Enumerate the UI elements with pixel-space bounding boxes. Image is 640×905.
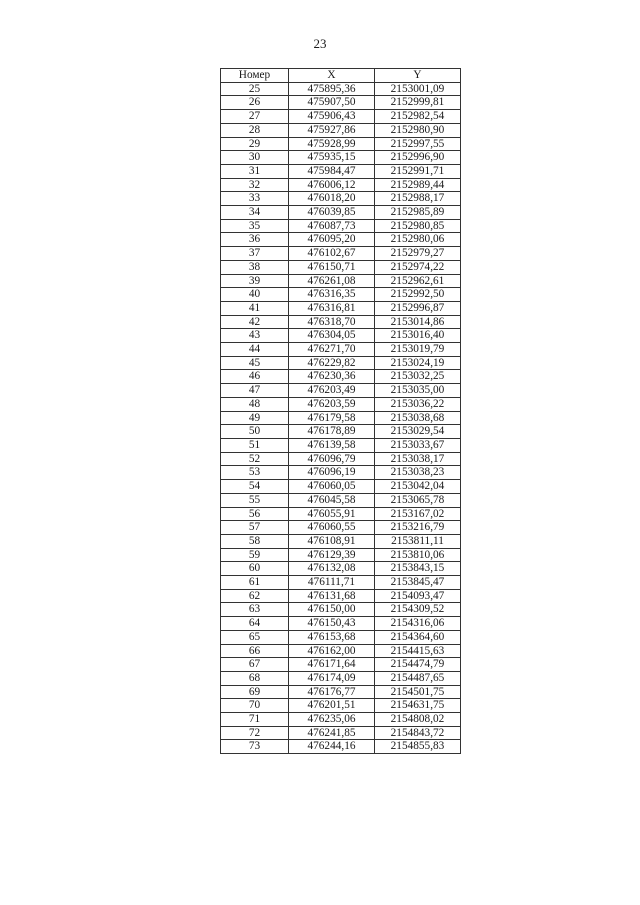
cell-x: 476316,81	[289, 301, 375, 315]
cell-x: 476150,00	[289, 603, 375, 617]
table-row	[221, 562, 461, 576]
cell-x: 476244,16	[289, 740, 375, 754]
cell-number: 38	[221, 260, 289, 274]
table-row	[221, 301, 461, 315]
cell-x: 476102,67	[289, 247, 375, 261]
cell-y: 2153845,47	[375, 576, 461, 590]
cell-x: 476318,70	[289, 315, 375, 329]
table-row	[221, 603, 461, 617]
table-row	[221, 507, 461, 521]
cell-x: 476150,43	[289, 617, 375, 631]
cell-y: 2152979,27	[375, 247, 461, 261]
cell-y: 2153035,00	[375, 384, 461, 398]
cell-y: 2153843,15	[375, 562, 461, 576]
table-row	[221, 397, 461, 411]
table-row	[221, 206, 461, 220]
cell-y: 2152989,44	[375, 178, 461, 192]
table-row	[221, 617, 461, 631]
cell-y: 2153167,02	[375, 507, 461, 521]
cell-number: 47	[221, 384, 289, 398]
cell-y: 2153001,09	[375, 82, 461, 96]
table-row	[221, 260, 461, 274]
cell-x: 476201,51	[289, 699, 375, 713]
table-row	[221, 438, 461, 452]
cell-x: 476150,71	[289, 260, 375, 274]
table-row	[221, 644, 461, 658]
cell-x: 476261,08	[289, 274, 375, 288]
table-row	[221, 480, 461, 494]
cell-number: 34	[221, 206, 289, 220]
cell-y: 2153033,67	[375, 438, 461, 452]
table-row	[221, 740, 461, 754]
cell-y: 2152980,90	[375, 123, 461, 137]
cell-number: 54	[221, 480, 289, 494]
table-row	[221, 411, 461, 425]
page-number: 23	[313, 36, 327, 51]
cell-number: 70	[221, 699, 289, 713]
cell-number: 59	[221, 548, 289, 562]
table-row	[221, 370, 461, 384]
coordinates-table	[220, 68, 461, 754]
cell-y: 2152991,71	[375, 164, 461, 178]
cell-y: 2152985,89	[375, 206, 461, 220]
cell-x: 476132,08	[289, 562, 375, 576]
cell-y: 2152992,50	[375, 288, 461, 302]
cell-y: 2153014,86	[375, 315, 461, 329]
cell-y: 2152996,90	[375, 151, 461, 165]
table-row	[221, 288, 461, 302]
table-row	[221, 452, 461, 466]
cell-number: 62	[221, 589, 289, 603]
cell-y: 2154364,60	[375, 630, 461, 644]
cell-y: 2153016,40	[375, 329, 461, 343]
cell-number: 73	[221, 740, 289, 754]
cell-number: 61	[221, 576, 289, 590]
cell-x: 476018,20	[289, 192, 375, 206]
cell-x: 476230,36	[289, 370, 375, 384]
cell-number: 43	[221, 329, 289, 343]
table-row	[221, 521, 461, 535]
cell-y: 2153811,11	[375, 534, 461, 548]
cell-number: 49	[221, 411, 289, 425]
cell-x: 476131,68	[289, 589, 375, 603]
table-row	[221, 343, 461, 357]
cell-number: 67	[221, 658, 289, 672]
cell-x: 476039,85	[289, 206, 375, 220]
cell-number: 40	[221, 288, 289, 302]
cell-x: 476087,73	[289, 219, 375, 233]
cell-x: 476096,19	[289, 466, 375, 480]
cell-y: 2153810,06	[375, 548, 461, 562]
table-row	[221, 123, 461, 137]
table-row	[221, 425, 461, 439]
cell-y: 2154474,79	[375, 658, 461, 672]
cell-y: 2154631,75	[375, 699, 461, 713]
table-row	[221, 151, 461, 165]
cell-y: 2154316,06	[375, 617, 461, 631]
cell-y: 2154808,02	[375, 713, 461, 727]
cell-y: 2154309,52	[375, 603, 461, 617]
cell-x: 476179,58	[289, 411, 375, 425]
cell-x: 476108,91	[289, 534, 375, 548]
table-row	[221, 192, 461, 206]
cell-number: 58	[221, 534, 289, 548]
cell-number: 32	[221, 178, 289, 192]
table-row	[221, 82, 461, 96]
cell-x: 476271,70	[289, 343, 375, 357]
cell-x: 476235,06	[289, 713, 375, 727]
table-row	[221, 548, 461, 562]
cell-x: 476006,12	[289, 178, 375, 192]
cell-x: 475895,36	[289, 82, 375, 96]
header-y: Y	[375, 69, 461, 83]
cell-x: 476171,64	[289, 658, 375, 672]
cell-number: 52	[221, 452, 289, 466]
cell-y: 2152980,85	[375, 219, 461, 233]
cell-y: 2154415,63	[375, 644, 461, 658]
cell-x: 476055,91	[289, 507, 375, 521]
cell-number: 50	[221, 425, 289, 439]
cell-number: 56	[221, 507, 289, 521]
cell-number: 66	[221, 644, 289, 658]
cell-number: 33	[221, 192, 289, 206]
cell-y: 2152988,17	[375, 192, 461, 206]
cell-number: 39	[221, 274, 289, 288]
table-row	[221, 137, 461, 151]
cell-x: 476241,85	[289, 726, 375, 740]
cell-number: 65	[221, 630, 289, 644]
cell-number: 30	[221, 151, 289, 165]
cell-number: 29	[221, 137, 289, 151]
cell-x: 476045,58	[289, 493, 375, 507]
cell-x: 476304,05	[289, 329, 375, 343]
cell-x: 476129,39	[289, 548, 375, 562]
cell-x: 476162,00	[289, 644, 375, 658]
cell-number: 53	[221, 466, 289, 480]
table-row	[221, 247, 461, 261]
cell-y: 2153019,79	[375, 343, 461, 357]
table-row	[221, 178, 461, 192]
table-row	[221, 726, 461, 740]
cell-y: 2153042,04	[375, 480, 461, 494]
cell-number: 25	[221, 82, 289, 96]
cell-y: 2152996,87	[375, 301, 461, 315]
cell-y: 2152974,22	[375, 260, 461, 274]
cell-y: 2152997,55	[375, 137, 461, 151]
table-row	[221, 219, 461, 233]
cell-y: 2153216,79	[375, 521, 461, 535]
table-row	[221, 576, 461, 590]
cell-y: 2153038,68	[375, 411, 461, 425]
table-row	[221, 110, 461, 124]
cell-x: 475984,47	[289, 164, 375, 178]
cell-x: 476060,55	[289, 521, 375, 535]
table-row	[221, 356, 461, 370]
cell-number: 72	[221, 726, 289, 740]
cell-x: 475928,99	[289, 137, 375, 151]
table-row	[221, 466, 461, 480]
table-row	[221, 699, 461, 713]
cell-x: 476139,58	[289, 438, 375, 452]
cell-number: 55	[221, 493, 289, 507]
cell-y: 2152982,54	[375, 110, 461, 124]
table-row	[221, 658, 461, 672]
cell-y: 2152980,06	[375, 233, 461, 247]
cell-y: 2154093,47	[375, 589, 461, 603]
cell-number: 31	[221, 164, 289, 178]
cell-number: 71	[221, 713, 289, 727]
cell-y: 2153036,22	[375, 397, 461, 411]
cell-x: 476153,68	[289, 630, 375, 644]
cell-number: 41	[221, 301, 289, 315]
cell-number: 60	[221, 562, 289, 576]
table-row	[221, 493, 461, 507]
cell-x: 475907,50	[289, 96, 375, 110]
cell-number: 35	[221, 219, 289, 233]
cell-y: 2153038,23	[375, 466, 461, 480]
cell-number: 28	[221, 123, 289, 137]
cell-x: 476111,71	[289, 576, 375, 590]
cell-x: 476176,77	[289, 685, 375, 699]
table-row	[221, 384, 461, 398]
cell-x: 476060,05	[289, 480, 375, 494]
table-row	[221, 274, 461, 288]
table-body	[221, 82, 461, 753]
cell-number: 36	[221, 233, 289, 247]
table-row	[221, 315, 461, 329]
cell-y: 2154843,72	[375, 726, 461, 740]
cell-y: 2153024,19	[375, 356, 461, 370]
table-row	[221, 671, 461, 685]
cell-x: 476174,09	[289, 671, 375, 685]
cell-x: 476203,49	[289, 384, 375, 398]
table-row	[221, 164, 461, 178]
cell-y: 2153029,54	[375, 425, 461, 439]
cell-number: 45	[221, 356, 289, 370]
cell-number: 57	[221, 521, 289, 535]
cell-x: 476229,82	[289, 356, 375, 370]
cell-y: 2152999,81	[375, 96, 461, 110]
cell-x: 475927,86	[289, 123, 375, 137]
cell-number: 51	[221, 438, 289, 452]
cell-y: 2154487,65	[375, 671, 461, 685]
header-x: X	[289, 69, 375, 83]
cell-y: 2154501,75	[375, 685, 461, 699]
cell-number: 63	[221, 603, 289, 617]
cell-y: 2154855,83	[375, 740, 461, 754]
cell-x: 475906,43	[289, 110, 375, 124]
cell-y: 2152962,61	[375, 274, 461, 288]
cell-y: 2153032,25	[375, 370, 461, 384]
cell-x: 476095,20	[289, 233, 375, 247]
table-row	[221, 96, 461, 110]
cell-number: 44	[221, 343, 289, 357]
table-row	[221, 233, 461, 247]
cell-y: 2153065,78	[375, 493, 461, 507]
cell-x: 476096,79	[289, 452, 375, 466]
table-row	[221, 534, 461, 548]
cell-y: 2153038,17	[375, 452, 461, 466]
cell-number: 69	[221, 685, 289, 699]
cell-x: 476203,59	[289, 397, 375, 411]
cell-number: 68	[221, 671, 289, 685]
cell-number: 64	[221, 617, 289, 631]
table-row	[221, 685, 461, 699]
cell-number: 26	[221, 96, 289, 110]
cell-number: 27	[221, 110, 289, 124]
table-header-row	[221, 69, 461, 83]
cell-number: 48	[221, 397, 289, 411]
table-row	[221, 329, 461, 343]
header-number: Номер	[221, 69, 289, 83]
cell-x: 476178,89	[289, 425, 375, 439]
cell-number: 37	[221, 247, 289, 261]
table-row	[221, 713, 461, 727]
table-row	[221, 630, 461, 644]
cell-number: 46	[221, 370, 289, 384]
table-row	[221, 589, 461, 603]
cell-x: 475935,15	[289, 151, 375, 165]
cell-number: 42	[221, 315, 289, 329]
cell-x: 476316,35	[289, 288, 375, 302]
